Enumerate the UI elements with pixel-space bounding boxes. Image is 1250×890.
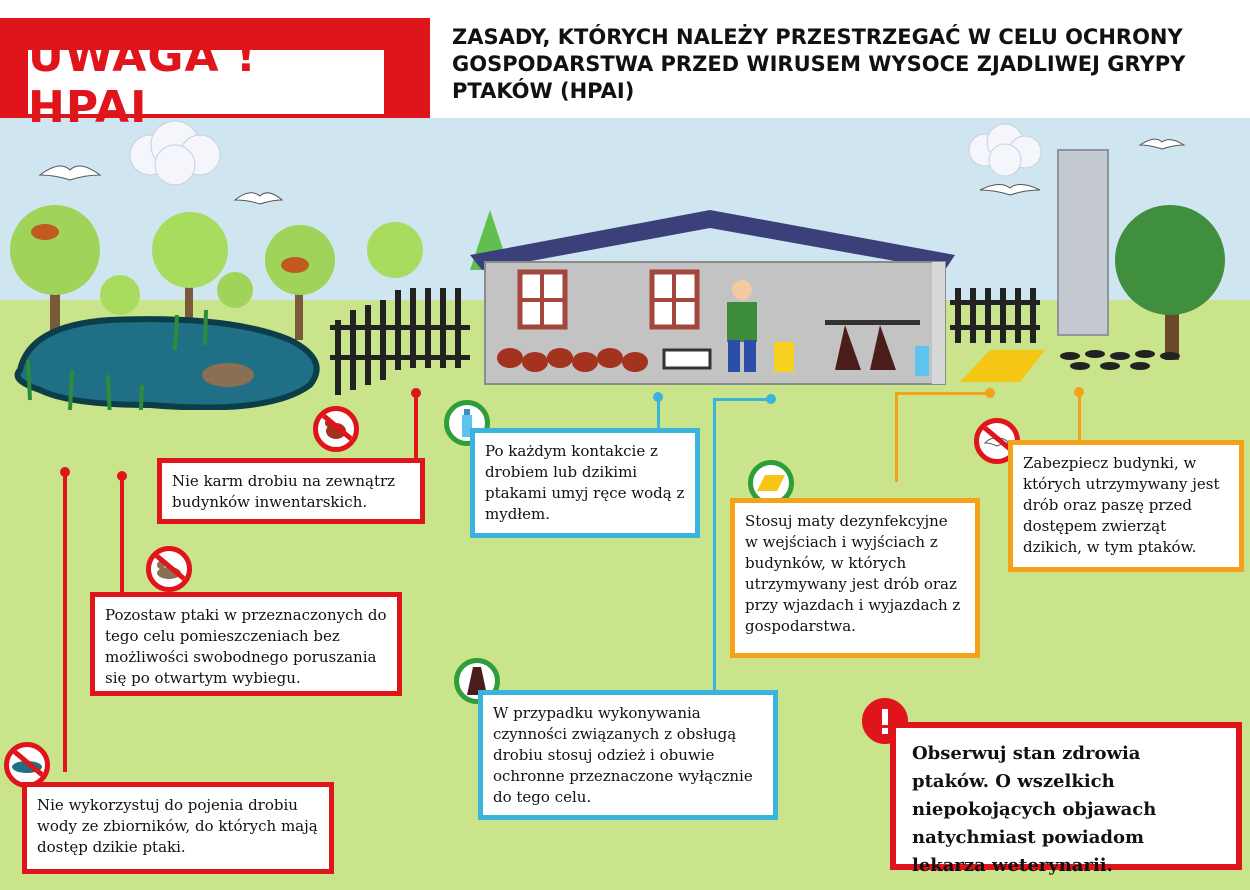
pond-icon [18,319,317,407]
warning-title: UWAGA ! HPAI [28,31,257,133]
connector-secure [1078,392,1081,444]
disinfection-mat-icon [960,350,1045,382]
silo-icon [1058,150,1108,335]
sanitizer-icon [915,346,929,376]
connector-clothing-h [713,398,771,401]
warning-banner [0,18,430,133]
no-duck-icon [146,546,192,592]
connector-feeding [414,393,418,463]
connector-clothing [713,398,716,690]
no-chicken-icon [313,406,359,452]
page-title: ZASADY, KTÓRYCH NALEŻY PRZESTRZEGAĆ W CELU OCHRONY GOSPODARSTWA PRZED WIRUSEM WYSOCE ZJADLIWEJ GRYPY PTAKÓW (HPAI) [452,25,1186,103]
rule-keep-birds-inside: Pozostaw ptaki w przeznaczonych do tego celu pomieszczeniach bez możliwości swobodnego poruszania się po otwartym wybiegu. [90,592,402,696]
rule-protective-clothing: W przypadku wykonywania czynności związanych z obsługą drobiu stosuj odzież i obuwie ochronne przeznaczone wyłącznie do tego celu. [478,690,778,820]
connector-dot [60,467,70,477]
feed-icon [1060,350,1180,370]
connector-dot [411,388,421,398]
feeder-icon [664,350,710,368]
rule-disinfection-mats: Stosuj maty dezynfekcyjne w wejściach i wyjściach z budynków, w których utrzymywany jest drób oraz przy wjazdach i wyjazdach z gospodarstwa. [730,498,980,658]
rule-secure-buildings: Zabezpiecz budynki, w których utrzymywany jest drób oraz paszę przed dostępem zwierząt dzikich, w tym ptaków. [1008,440,1244,572]
warning-banner-inner [28,31,384,133]
connector-dot [653,392,663,402]
connector-water [63,472,67,772]
duck-icon [202,363,254,387]
rule-wash-hands: Po każdym kontakcie z drobiem lub dzikimi ptakami umyj ręce wodą z mydłem. [470,428,700,538]
connector-dot [985,388,995,398]
rule-no-wild-water: Nie wykorzystuj do pojenia drobiu wody ze zbiorników, do których mają dostęp dzikie ptaki. [22,782,334,874]
connector-dot [1074,387,1084,397]
connector-dot [117,471,127,481]
farm-illustration [0,110,1250,410]
connector-dot [766,394,776,404]
connector-mats [895,392,898,482]
connector-inside [120,476,124,596]
rule-observe-health: Obserwuj stan zdrowia ptaków. O wszelkich niepokojących objawach natychmiast powiadom lekarza weterynarii. [890,722,1242,870]
connector-mats-h [895,392,990,395]
rule-no-feeding-outside: Nie karm drobiu na zewnątrz budynków inwentarskich. [157,458,425,524]
